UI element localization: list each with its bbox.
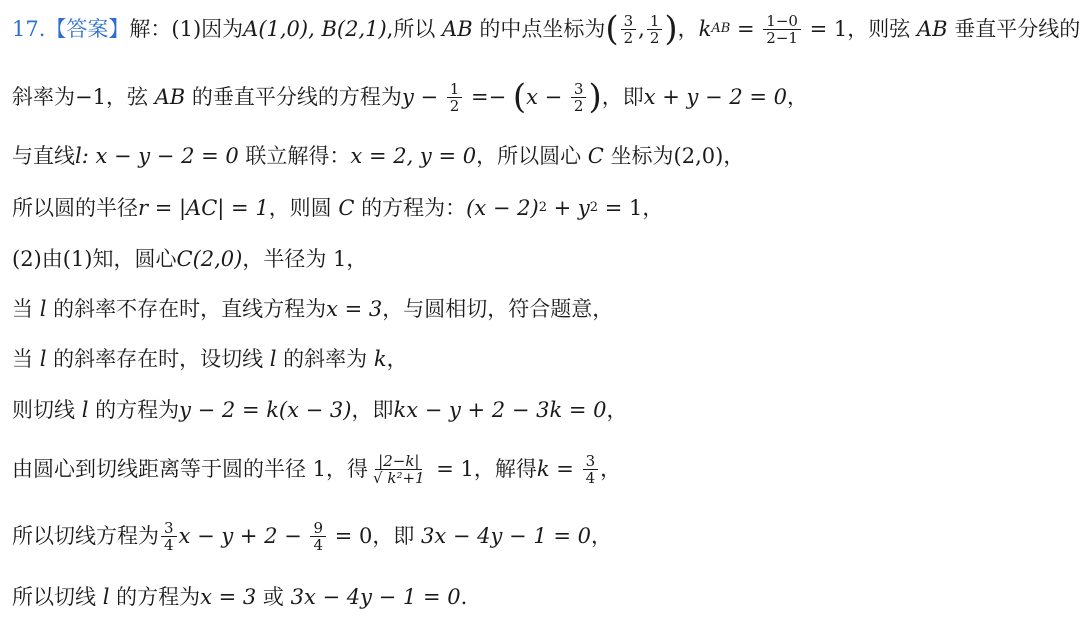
fraction-denominator: 4 [585, 468, 596, 487]
fraction [763, 13, 801, 46]
text-segment: (2)由(1)知，圆心 [12, 247, 177, 271]
fraction-numerator: 1−0 [763, 13, 801, 30]
solution-line-4 [12, 191, 663, 225]
text-segment: 的斜率为 [276, 347, 374, 371]
text-segment: 所以切线方程为 [12, 524, 159, 548]
fraction-numerator: 3 [571, 81, 587, 98]
text-segment: + [546, 196, 578, 220]
solution-line-5 [12, 242, 367, 276]
comma: , [638, 17, 645, 41]
text-segment: 由圆心到切线距离等于圆的半径 1，得 [12, 457, 369, 481]
fraction [447, 81, 463, 114]
text-segment: ，所以圆心 [476, 144, 588, 168]
solution-line-10 [12, 519, 612, 553]
math-segment: C [587, 144, 604, 168]
math-segment: l [39, 347, 47, 371]
text-segment: ，与圆相切，符合题意， [382, 297, 614, 321]
math-segment: k = [536, 457, 581, 481]
text-segment: = 1，解得 [429, 457, 537, 481]
math-segment: 3x − 4y − 1 = 0 [421, 524, 591, 548]
paren-right: ) [664, 9, 678, 49]
math-segment: (x − 2) [466, 196, 539, 220]
fraction-numerator: 1 [647, 13, 663, 30]
text-segment: = 1，则弦 [802, 17, 917, 41]
fraction-numerator: 3 [161, 520, 177, 537]
fraction-denominator: 2 [573, 96, 584, 115]
fraction-denominator: 2−1 [766, 28, 798, 47]
math-segment: k [698, 17, 712, 41]
fraction-numerator: 3 [583, 453, 599, 470]
text-segment: 联立解得： [238, 144, 351, 168]
fraction-numerator: |2−k| [375, 453, 422, 470]
text-segment: ， [600, 457, 622, 481]
math-segment: y − [401, 85, 445, 109]
math-superscript: 2 [538, 200, 547, 215]
math-segment: x = 3 [200, 585, 257, 609]
text-segment: 则切线 [12, 398, 82, 422]
text-segment: . [460, 585, 468, 609]
text-segment: 的斜率不存在时，直线方程为 [46, 297, 327, 321]
math-segment: AB [154, 85, 186, 109]
text-segment: 所以圆的半径 [12, 196, 138, 220]
solution-line-1 [12, 9, 1080, 49]
math-segment: C(2,0) [176, 247, 243, 271]
math-segment: x − y + 2 − [178, 524, 309, 548]
text-segment: 的中点坐标为 [472, 17, 606, 41]
text-segment: ， [386, 347, 408, 371]
math-segment: l [269, 347, 277, 371]
text-segment: ,所以 [386, 17, 443, 41]
text-segment: ，半径为 1， [242, 247, 368, 271]
text-segment: ， [606, 398, 628, 422]
text-segment: 当 [12, 297, 40, 321]
math-segment: l [39, 297, 47, 321]
math-segment: x − [526, 85, 569, 109]
paren-right: ) [588, 77, 602, 117]
math-segment: r = |AC| = 1 [138, 196, 269, 220]
text-segment: 的方程为 [88, 398, 180, 422]
text-segment: 的垂直平分线的方程为 [185, 85, 402, 109]
fraction [583, 453, 599, 486]
math-segment: y [577, 196, 590, 220]
fraction [621, 13, 637, 46]
fraction-denominator: 4 [313, 535, 324, 554]
answer-tag: 【答案】 [45, 17, 130, 41]
fraction-numerator: 1 [447, 81, 463, 98]
text-segment: 与直线 [12, 144, 75, 168]
math-segment: A(1,0), B(2,1) [243, 17, 387, 41]
fraction [571, 81, 587, 114]
paren-left: ( [605, 9, 619, 49]
fraction-numerator: 9 [310, 520, 326, 537]
fraction [161, 520, 177, 553]
math-segment: l: x − y − 2 = 0 [75, 144, 239, 168]
text-segment: = 0，即 [328, 524, 421, 548]
math-superscript: 2 [589, 200, 599, 215]
math-segment: k [373, 347, 387, 371]
math-segment: AB [916, 17, 948, 41]
text-segment: 垂直平分线的 [947, 17, 1080, 41]
solution-line-7 [12, 342, 408, 376]
fraction [647, 13, 663, 46]
solution-line-3 [12, 139, 744, 173]
text-segment: 坐标为(2,0)， [603, 144, 745, 168]
fraction-numerator: 3 [621, 13, 637, 30]
math-subscript: AB [711, 21, 731, 36]
text-segment: 的方程为： [354, 196, 467, 220]
text-segment: ，则圆 [268, 196, 339, 220]
math-segment: 3x − 4y − 1 = 0 [290, 585, 461, 609]
math-segment: l [81, 398, 89, 422]
text-segment: 解：(1)因为 [129, 17, 244, 41]
text-segment: ， [787, 85, 808, 109]
math-segment: kx − y + 2 − 3k = 0 [393, 398, 607, 422]
fraction-denominator: 2 [649, 28, 660, 47]
question-number: 17. [12, 17, 46, 41]
text-segment: = 1， [598, 196, 664, 220]
math-segment: y − 2 = k(x − 3) [179, 398, 352, 422]
paren-left: ( [512, 77, 527, 117]
text-segment: ， [677, 17, 699, 41]
text-segment: ，即 [351, 398, 394, 422]
fraction-denominator: 4 [164, 535, 174, 554]
text-segment: 或 [256, 585, 291, 609]
fraction [310, 520, 326, 553]
text-segment: = [730, 17, 762, 41]
text-segment: 当 [12, 347, 40, 371]
solution-line-6 [12, 292, 613, 326]
fraction-denominator: 2 [623, 28, 634, 47]
math-segment: x = 3 [326, 297, 383, 321]
solution-line-11 [12, 580, 467, 614]
math-segment: C [338, 196, 355, 220]
text-segment: 斜率为−1，弦 [12, 85, 155, 109]
text-segment: 的方程为 [109, 585, 201, 609]
text-segment: 的斜率存在时，设切线 [46, 347, 270, 371]
fraction [370, 453, 428, 486]
solution-line-8 [12, 393, 628, 427]
text-segment: ， [591, 524, 612, 548]
solution-line-9 [12, 452, 621, 486]
text-segment: ，即 [601, 85, 644, 109]
math-segment: l [102, 585, 110, 609]
fraction-denominator: √ k²+1 [373, 468, 425, 487]
math-segment: x = 2, y = 0 [350, 144, 477, 168]
fraction-denominator: 2 [449, 96, 460, 115]
text-segment: =− [464, 85, 513, 109]
math-segment: x + y − 2 = 0 [643, 85, 787, 109]
math-segment: AB [442, 17, 473, 41]
text-segment: 所以切线 [12, 585, 103, 609]
solution-line-2 [12, 77, 808, 117]
